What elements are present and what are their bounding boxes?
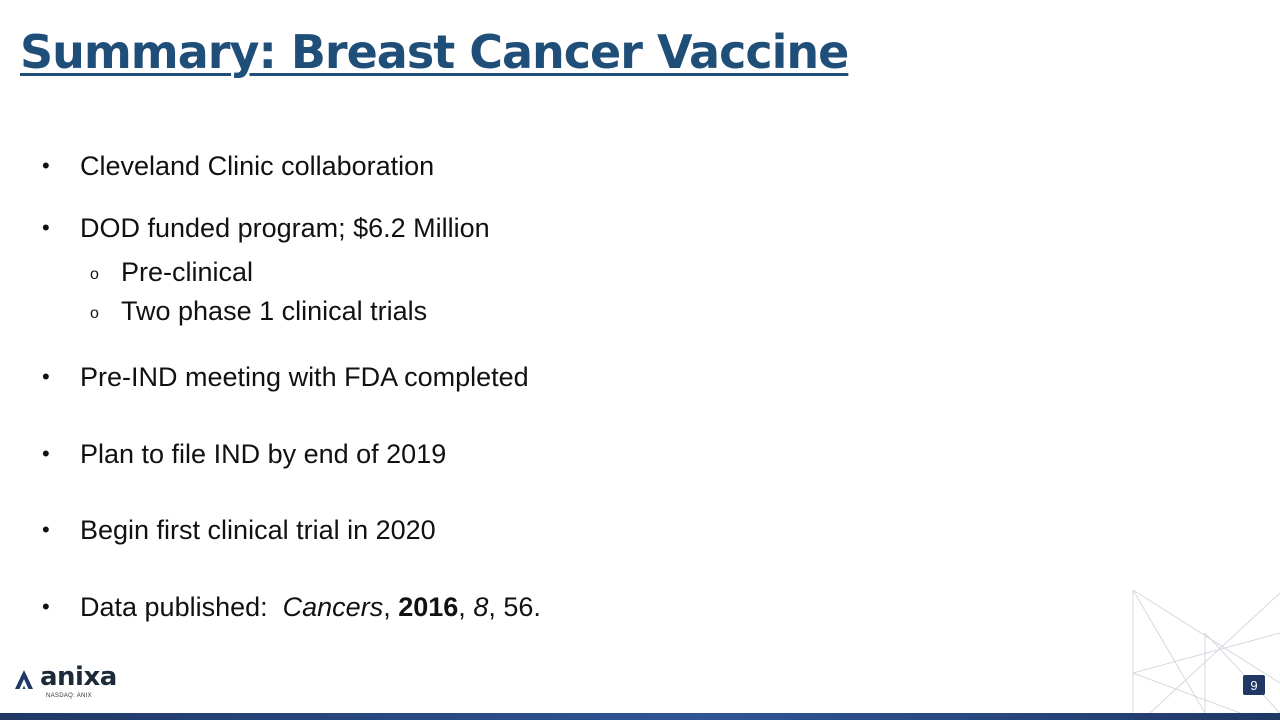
citation-volume: 8 — [473, 591, 489, 622]
bullet-text: Plan to file IND by end of 2019 — [80, 438, 447, 469]
slide-title: Summary: Breast Cancer Vaccine — [20, 25, 849, 79]
bullet-dot: • — [42, 364, 50, 389]
page-number-badge: 9 — [1243, 675, 1265, 695]
logo-wordmark: anixa — [40, 662, 117, 692]
citation-journal: Cancers — [282, 591, 384, 622]
bullet-text: Pre-IND meeting with FDA completed — [80, 361, 529, 392]
logo-mark-icon — [14, 668, 40, 690]
citation-year: 2016 — [398, 591, 459, 622]
citation-page: 56. — [503, 591, 541, 622]
sub-bullet-marker: o — [90, 266, 99, 283]
bullet-item — [42, 146, 434, 186]
citation-label: Data published: — [80, 591, 268, 622]
bullet-dot: • — [42, 594, 50, 619]
citation-text: Data published: Cancers, 2016, 8, 56. — [80, 591, 541, 622]
bullet-dot: • — [42, 215, 50, 240]
company-logo — [14, 664, 124, 704]
bullet-text: DOD funded program; $6.2 Million — [80, 212, 490, 243]
bullet-dot: • — [42, 153, 50, 178]
sub-bullet-text: Two phase 1 clinical trials — [121, 295, 428, 326]
bottom-accent-bar — [0, 713, 1280, 720]
citation-bullet — [42, 587, 541, 627]
logo-tagline: NASDAQ: ANIX — [46, 693, 92, 699]
sub-bullet-text: Pre-clinical — [121, 256, 254, 287]
bullet-item — [42, 357, 529, 397]
bullet-item — [42, 510, 436, 550]
bullet-dot: • — [42, 517, 50, 542]
bullet-text: Cleveland Clinic collaboration — [80, 150, 435, 181]
sub-bullet-item — [90, 293, 427, 329]
bullet-dot: • — [42, 441, 50, 466]
bullet-text: Begin first clinical trial in 2020 — [80, 514, 436, 545]
bullet-item — [42, 434, 446, 474]
sub-bullet-item — [90, 254, 253, 290]
bullet-item — [42, 208, 490, 248]
sub-bullet-marker: o — [90, 305, 99, 322]
